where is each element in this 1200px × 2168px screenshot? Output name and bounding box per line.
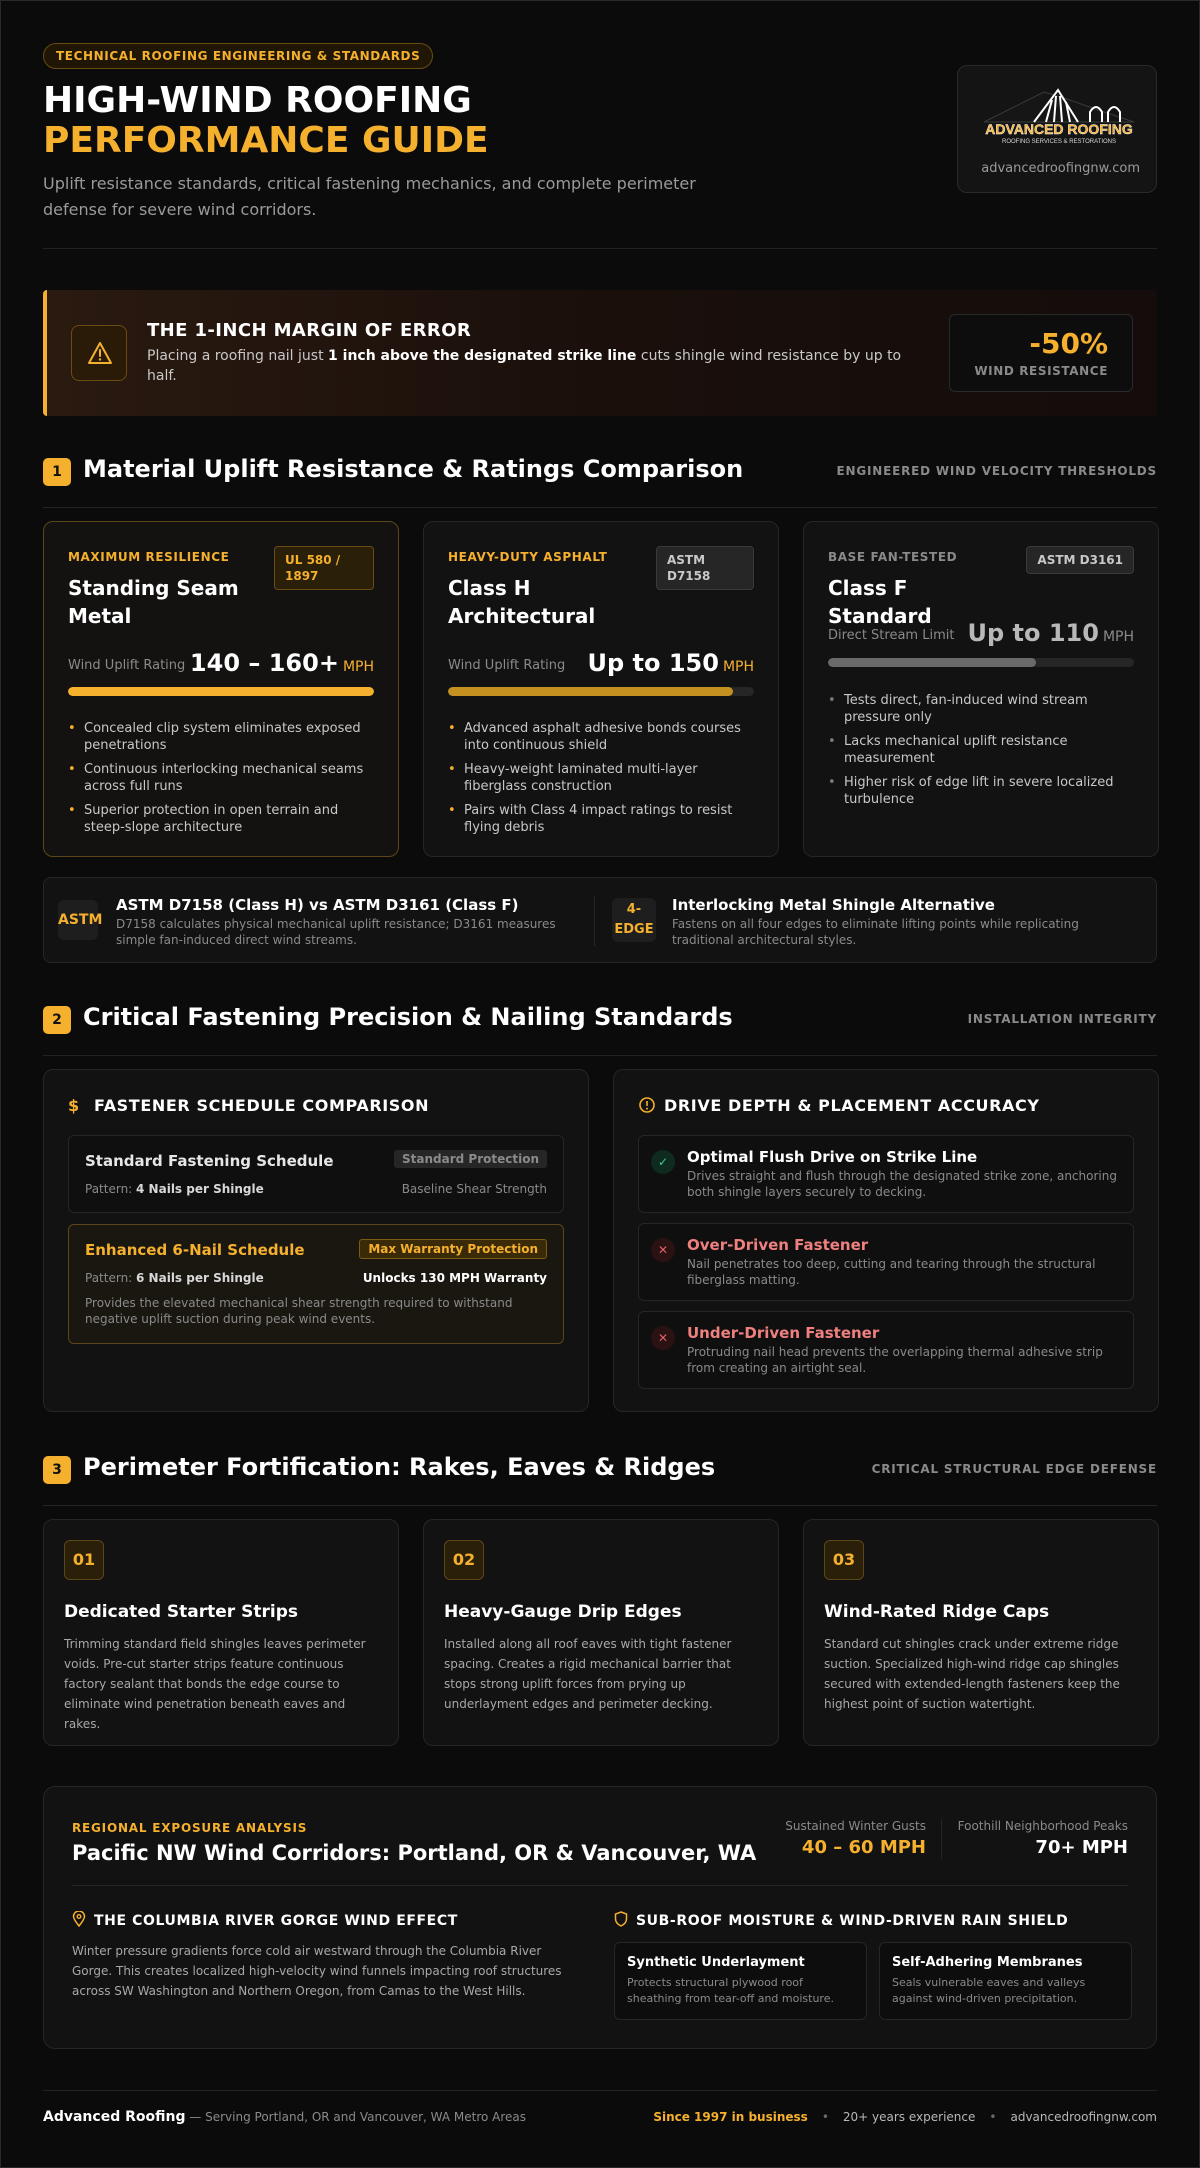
alert-stat bbox=[949, 314, 1133, 392]
regional-exposure-panel bbox=[43, 1786, 1157, 2049]
strip-title: ASTM D7158 (Class H) vs ASTM D3161 (Class F) bbox=[116, 896, 519, 914]
check-icon: ✓ bbox=[651, 1150, 675, 1174]
alert-title: THE 1-INCH MARGIN OF ERROR bbox=[147, 320, 472, 341]
rating-row bbox=[828, 617, 1134, 647]
rating-bar-fill bbox=[448, 687, 733, 696]
list-item: • Pairs with Class 4 impact ratings to resist flying debris bbox=[448, 802, 754, 836]
page-title-line1: HIGH-WIND ROOFING bbox=[43, 80, 472, 121]
section-tag: CRITICAL STRUCTURAL EDGE DEFENSE bbox=[871, 1462, 1157, 1476]
card-name: Class H Architectural bbox=[448, 576, 596, 628]
footer-meta: Since 1997 in business • 20+ years experience • advancedroofingnw.com bbox=[653, 2110, 1157, 2124]
stat-label: Foothill Neighborhood Peaks bbox=[957, 1819, 1128, 1833]
logo-tagline: ROOFING SERVICES & RESTORATIONS bbox=[1001, 139, 1117, 145]
self-adhering-membranes-card bbox=[879, 1942, 1132, 2020]
section-tag: ENGINEERED WIND VELOCITY THRESHOLDS bbox=[836, 464, 1157, 478]
page-title-line2: PERFORMANCE GUIDE bbox=[43, 120, 489, 161]
standard-badge: UL 580 / 1897 bbox=[274, 546, 374, 590]
list-item: • Advanced asphalt adhesive bonds courses into continuous shield bbox=[448, 720, 754, 754]
schedule-strength: Baseline Shear Strength bbox=[401, 1182, 547, 1196]
drive-text: Nail penetrates too deep, cutting and tearing through the structural fiberglass matting. bbox=[687, 1257, 1096, 1287]
footer-url[interactable]: advancedroofingnw.com bbox=[1010, 2110, 1157, 2124]
standard-badge: ASTM D3161 bbox=[1026, 546, 1134, 574]
alert-stat-label: WIND RESISTANCE bbox=[974, 364, 1108, 378]
schedule-warranty: Unlocks 130 MPH Warranty bbox=[362, 1271, 547, 1285]
stat-label: Sustained Winter Gusts bbox=[785, 1819, 926, 1833]
rating-label: Wind Uplift Rating bbox=[448, 658, 566, 673]
footer-since: Since 1997 in business bbox=[653, 2110, 808, 2124]
rating-bar bbox=[828, 658, 1134, 667]
mini-title: Synthetic Underlayment bbox=[627, 1955, 805, 1970]
footer-experience: 20+ years experience bbox=[842, 2110, 976, 2124]
feature-list bbox=[828, 692, 1134, 815]
feature-list bbox=[68, 720, 374, 843]
rating-bar bbox=[448, 687, 754, 696]
section-number: 1 bbox=[43, 458, 71, 486]
mini-text: Protects structural plywood roof sheathing from tear-off and moisture. bbox=[627, 1976, 834, 2005]
section-number: 2 bbox=[43, 1006, 71, 1034]
strip-text: Fastens on all four edges to eliminate lifting points while replicating traditional architectural styles. bbox=[672, 917, 1079, 947]
card-eyebrow: MAXIMUM RESILIENCE bbox=[68, 550, 230, 564]
rating-label: Direct Stream Limit bbox=[828, 628, 955, 643]
stat-winter-gusts bbox=[785, 1819, 926, 1858]
drive-text: Protruding nail head prevents the overlapping thermal adhesive strip from creating an airtight seal. bbox=[687, 1345, 1103, 1375]
stat-value: 40 – 60 MPH bbox=[801, 1837, 926, 1858]
header bbox=[43, 1, 1157, 249]
info-circle-icon bbox=[638, 1096, 656, 1115]
shield-icon bbox=[614, 1913, 628, 1929]
footer-brand: Advanced Roofing — Serving Portland, OR and Vancouver, WA Metro Areas bbox=[43, 2109, 527, 2125]
list-item: • Concealed clip system eliminates exposed penetrations bbox=[68, 720, 374, 754]
gorge-text: Winter pressure gradients force cold air westward through the Columbia River Gorge. This creates localized high-velocity wind funnels impacting roof structures across SW Washington and Northern Oregon, from Camas to the West Hills. bbox=[72, 1944, 562, 1998]
card-eyebrow: BASE FAN-TESTED bbox=[828, 550, 958, 564]
schedule-standard bbox=[68, 1135, 564, 1213]
four-edge-badge: 4-EDGE bbox=[612, 898, 656, 942]
alert-stat-value: -50% bbox=[1029, 327, 1108, 360]
strip-divider bbox=[594, 896, 595, 946]
strip-text: D7158 calculates physical mechanical uplift resistance; D3161 measures simple fan-induced direct wind streams. bbox=[116, 917, 556, 947]
card-text: Standard cut shingles crack under extreme ridge suction. Specialized high-wind ridge cap shingles secured with extended-length fasteners keep the highest point of suction watertight. bbox=[824, 1637, 1120, 1711]
card-title: Wind-Rated Ridge Caps bbox=[824, 1602, 1050, 1622]
rating-value: 140 – 160+ MPH bbox=[189, 649, 374, 677]
logo-card bbox=[957, 65, 1157, 193]
list-item: • Superior protection in open terrain and steep-slope architecture bbox=[68, 802, 374, 836]
drive-title: Under-Driven Fastener bbox=[687, 1324, 880, 1342]
drive-title: Over-Driven Fastener bbox=[687, 1236, 869, 1254]
fastener-schedule-panel bbox=[43, 1069, 589, 1412]
astm-badge: ASTM bbox=[58, 900, 98, 940]
standard-badge: ASTM D7158 bbox=[656, 546, 754, 590]
stat-value: 70+ MPH bbox=[1035, 1837, 1128, 1858]
section-2-header bbox=[43, 1003, 1157, 1056]
margin-of-error-alert bbox=[43, 290, 1157, 416]
card-name: Class F Standard bbox=[828, 576, 932, 628]
shield-heading: SUB-ROOF MOISTURE & WIND-DRIVEN RAIN SHIELD bbox=[614, 1911, 1068, 1929]
drive-item-optimal bbox=[638, 1135, 1134, 1213]
section-3-header bbox=[43, 1453, 1157, 1506]
drive-title: Optimal Flush Drive on Strike Line bbox=[687, 1148, 978, 1166]
drive-item-over bbox=[638, 1223, 1134, 1301]
perimeter-card-starter bbox=[43, 1519, 399, 1746]
standards-strip bbox=[43, 877, 1157, 963]
rating-card-class-h bbox=[423, 521, 779, 857]
close-icon: ✕ bbox=[651, 1326, 675, 1350]
rating-card-class-f bbox=[803, 521, 1159, 857]
drive-text: Drives straight and flush through the designated strike zone, anchoring both shingle layers securely to decking. bbox=[687, 1169, 1117, 1199]
region-title: Pacific NW Wind Corridors: Portland, OR & Vancouver, WA bbox=[72, 1841, 757, 1865]
section-1-header bbox=[43, 455, 1157, 508]
drive-item-under bbox=[638, 1311, 1134, 1389]
panel-title: $ FASTENER SCHEDULE COMPARISON bbox=[68, 1096, 430, 1115]
list-item: • Heavy-weight laminated multi-layer fiberglass construction bbox=[448, 761, 754, 795]
list-item: • Continuous interlocking mechanical seams across full runs bbox=[68, 761, 374, 795]
stat-foothill-peaks bbox=[958, 1819, 1128, 1858]
card-title: Dedicated Starter Strips bbox=[64, 1602, 298, 1622]
section-title: Perimeter Fortification: Rakes, Eaves & Ridges bbox=[83, 1453, 716, 1481]
region-divider bbox=[72, 1885, 1128, 1886]
card-name: Standing Seam Metal bbox=[68, 576, 239, 628]
schedule-enhanced bbox=[68, 1224, 564, 1344]
schedule-tag: Max Warranty Protection bbox=[359, 1239, 547, 1259]
company-logo bbox=[974, 82, 1144, 146]
card-text: Trimming standard field shingles leaves perimeter voids. Pre-cut starter strips feature continuous factory sealant that bonds the edge course to eliminate wind penetration beneath eaves and rakes. bbox=[64, 1637, 366, 1731]
rating-bar bbox=[68, 687, 374, 696]
region-eyebrow: REGIONAL EXPOSURE ANALYSIS bbox=[72, 1821, 308, 1835]
perimeter-card-drip bbox=[423, 1519, 779, 1746]
logo-url[interactable]: advancedroofingnw.com bbox=[981, 161, 1140, 176]
page-subtitle: Uplift resistance standards, critical fastening mechanics, and complete perimeter defense for severe wind corridors. bbox=[43, 174, 696, 219]
schedule-description: Provides the elevated mechanical shear strength required to withstand negative uplift suction during peak wind events. bbox=[85, 1296, 513, 1326]
list-item: • Lacks mechanical uplift resistance measurement bbox=[828, 733, 1134, 767]
rating-value: Up to 110 MPH bbox=[967, 619, 1134, 647]
card-eyebrow: HEAVY-DUTY ASPHALT bbox=[448, 550, 608, 564]
section-title: Critical Fastening Precision & Nailing Standards bbox=[83, 1003, 733, 1031]
perimeter-card-ridge bbox=[803, 1519, 1159, 1746]
card-title: Heavy-Gauge Drip Edges bbox=[444, 1602, 682, 1622]
close-icon: ✕ bbox=[651, 1238, 675, 1262]
rating-bar-fill bbox=[828, 658, 1036, 667]
section-title: Material Uplift Resistance & Ratings Comparison bbox=[83, 455, 744, 483]
header-eyebrow: TECHNICAL ROOFING ENGINEERING & STANDARDS bbox=[43, 43, 433, 69]
schedule-pattern: Pattern: 6 Nails per Shingle bbox=[85, 1271, 264, 1285]
drive-depth-panel bbox=[613, 1069, 1159, 1412]
card-number: 01 bbox=[64, 1540, 104, 1580]
logo-wordmark: ADVANCED ROOFING bbox=[985, 121, 1133, 137]
rating-label: Wind Uplift Rating bbox=[68, 658, 186, 673]
section-number: 3 bbox=[43, 1456, 71, 1484]
warning-icon bbox=[71, 325, 127, 381]
list-item: • Higher risk of edge lift in severe localized turbulence bbox=[828, 774, 1134, 808]
schedule-tag: Standard Protection bbox=[394, 1150, 547, 1168]
rating-bar-fill bbox=[68, 687, 374, 696]
mini-title: Self-Adhering Membranes bbox=[892, 1955, 1083, 1970]
card-number: 03 bbox=[824, 1540, 864, 1580]
card-text: Installed along all roof eaves with tight fastener spacing. Creates a rigid mechanical barrier that stops strong uplift forces from prying up underlayment edges and perimeter decking. bbox=[444, 1637, 732, 1711]
stat-divider bbox=[941, 1819, 942, 1859]
rating-row bbox=[68, 647, 374, 677]
schedule-name: Standard Fastening Schedule bbox=[85, 1152, 334, 1170]
strip-title: Interlocking Metal Shingle Alternative bbox=[672, 896, 995, 914]
alert-text: Placing a roofing nail just 1 inch above the designated strike line cuts shingle wind resistance by up to half. bbox=[147, 348, 902, 384]
location-pin-icon bbox=[72, 1913, 86, 1929]
gorge-heading: THE COLUMBIA RIVER GORGE WIND EFFECT bbox=[72, 1911, 458, 1929]
list-item: • Tests direct, fan-induced wind stream pressure only bbox=[828, 692, 1134, 726]
section-tag: INSTALLATION INTEGRITY bbox=[967, 1012, 1157, 1026]
panel-title: DRIVE DEPTH & PLACEMENT ACCURACY bbox=[638, 1096, 1040, 1115]
schedule-name: Enhanced 6-Nail Schedule bbox=[85, 1241, 305, 1259]
rating-row bbox=[448, 647, 754, 677]
dollar-icon: $ bbox=[68, 1096, 80, 1115]
schedule-pattern: Pattern: 4 Nails per Shingle bbox=[85, 1182, 264, 1196]
card-number: 02 bbox=[444, 1540, 484, 1580]
feature-list bbox=[448, 720, 754, 843]
rating-value: Up to 150 MPH bbox=[587, 649, 754, 677]
synthetic-underlayment-card bbox=[614, 1942, 867, 2020]
footer bbox=[43, 2090, 1157, 2140]
rating-card-standing-seam bbox=[43, 521, 399, 857]
mini-text: Seals vulnerable eaves and valleys against wind-driven precipitation. bbox=[892, 1976, 1086, 2005]
